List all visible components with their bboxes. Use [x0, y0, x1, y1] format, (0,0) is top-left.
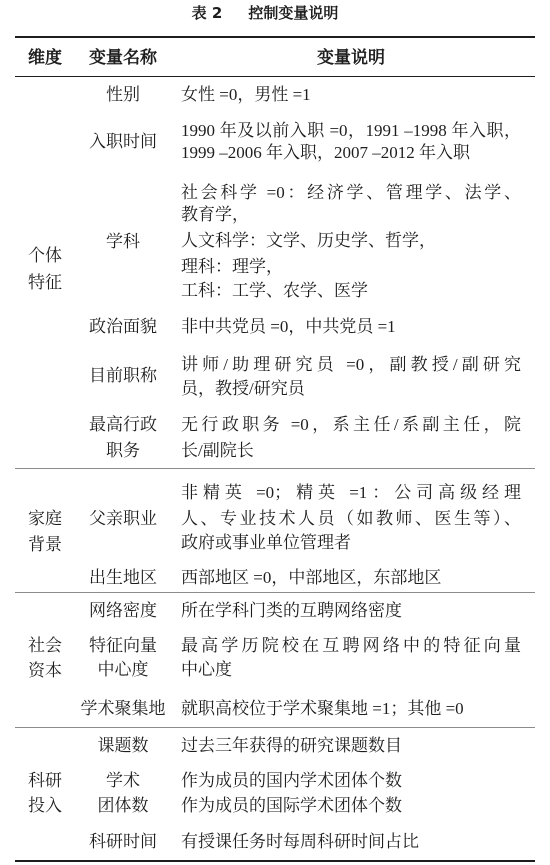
variable-name-line: 学术 [106, 771, 140, 790]
variable-name-father-occupation: 父亲职业 [89, 509, 157, 528]
variable-name-research-time: 科研时间 [89, 832, 157, 851]
variable-description-line: 过去三年获得的研究课题数目 [181, 736, 402, 755]
group-label-line: 特征 [28, 273, 62, 292]
group-divider [15, 727, 535, 728]
variable-description-line: 作为成员的国内学术团体个数 [181, 771, 402, 790]
variable-name-project-count: 课题数 [97, 736, 149, 755]
variable-description-line: 最高学历院校在互聘网络中的特征向量 [181, 636, 521, 655]
group-label-line: 社会 [28, 636, 62, 655]
group-divider [15, 468, 535, 469]
variable-description-line: 女性 =0，男性 =1 [181, 85, 311, 104]
group-divider [15, 592, 535, 593]
variable-description-line: 1999 –2006 年入职，2007 –2012 年入职 [181, 143, 470, 162]
variable-description-line: 政府或事业单位管理者 [181, 533, 351, 552]
header-rule [15, 76, 535, 77]
top-rule [15, 36, 535, 38]
bottom-rule [15, 860, 535, 862]
variable-description-line: 有授课任务时每周科研时间占比 [181, 832, 419, 851]
variable-name-line: 团体数 [97, 796, 149, 815]
variable-name-gender: 性别 [106, 85, 140, 104]
variable-description-line: 工科：工学、农学、医学 [181, 281, 368, 300]
variable-description-line: 理科：理学， [181, 257, 283, 276]
variable-name-birth-region: 出生地区 [89, 568, 157, 587]
variable-description-line: 非中共党员 =0，中共党员 =1 [181, 317, 396, 336]
variable-name-political-status: 政治面貌 [89, 317, 157, 336]
header-dimension: 维度 [28, 48, 62, 67]
variable-description-line: 人、专业技术人员（如教师、医生等）、 [181, 509, 521, 528]
group-label-line: 家庭 [28, 509, 62, 528]
group-label-line: 资本 [28, 661, 62, 680]
variable-description-line: 长/副院长 [181, 441, 254, 460]
table-title: 控制变量说明 [248, 4, 339, 22]
variable-description-line: 讲师/助理研究员 =0，副教授/副研究 [181, 355, 521, 374]
group-label-line: 科研 [28, 771, 62, 790]
table-caption [0, 2, 530, 24]
variable-description-line: 作为成员的国际学术团体个数 [181, 796, 402, 815]
variable-description-line: 教育学， [181, 205, 249, 224]
variable-description-line: 社会科学 =0：经济学、管理学、法学、 [181, 183, 521, 202]
variable-name-line: 中心度 [97, 660, 149, 679]
variable-description-line: 西部地区 =0，中部地区，东部地区 [181, 568, 442, 587]
variable-description-line: 中心度 [181, 660, 232, 679]
variable-name-line: 职务 [106, 441, 140, 460]
variable-name-discipline: 学科 [106, 232, 140, 251]
variable-description-line: 所在学科门类的互聘网络密度 [181, 601, 402, 620]
header-variable-description: 变量说明 [317, 48, 385, 67]
table-number: 表 2 [191, 4, 223, 22]
variable-name-network-density: 网络密度 [89, 601, 157, 620]
variable-name-academic-hub: 学术聚集地 [80, 699, 166, 718]
group-label-line: 投入 [28, 796, 62, 815]
group-label-line: 个体 [28, 246, 62, 265]
variable-name-entry-time: 入职时间 [89, 132, 157, 151]
variable-description-line: 员，教授/研究员 [181, 379, 305, 398]
variable-description-line: 就职高校位于学术聚集地 =1；其他 =0 [181, 699, 464, 718]
variable-description-line: 无行政职务 =0，系主任/系副主任，院 [181, 415, 521, 434]
group-label-line: 背景 [28, 535, 62, 554]
variable-description-line: 1990 年及以前入职 =0，1991 –1998 年入职， [181, 121, 521, 140]
header-variable-name: 变量名称 [89, 48, 157, 67]
variable-description-line: 人文科学：文学、历史学、哲学， [181, 231, 436, 250]
variable-name-line: 最高行政 [89, 415, 157, 434]
variable-description-line: 非精英 =0；精英 =1：公司高级经理 [181, 483, 521, 502]
variable-name-line: 特征向量 [89, 636, 157, 655]
variable-name-current-title: 目前职称 [89, 366, 157, 385]
